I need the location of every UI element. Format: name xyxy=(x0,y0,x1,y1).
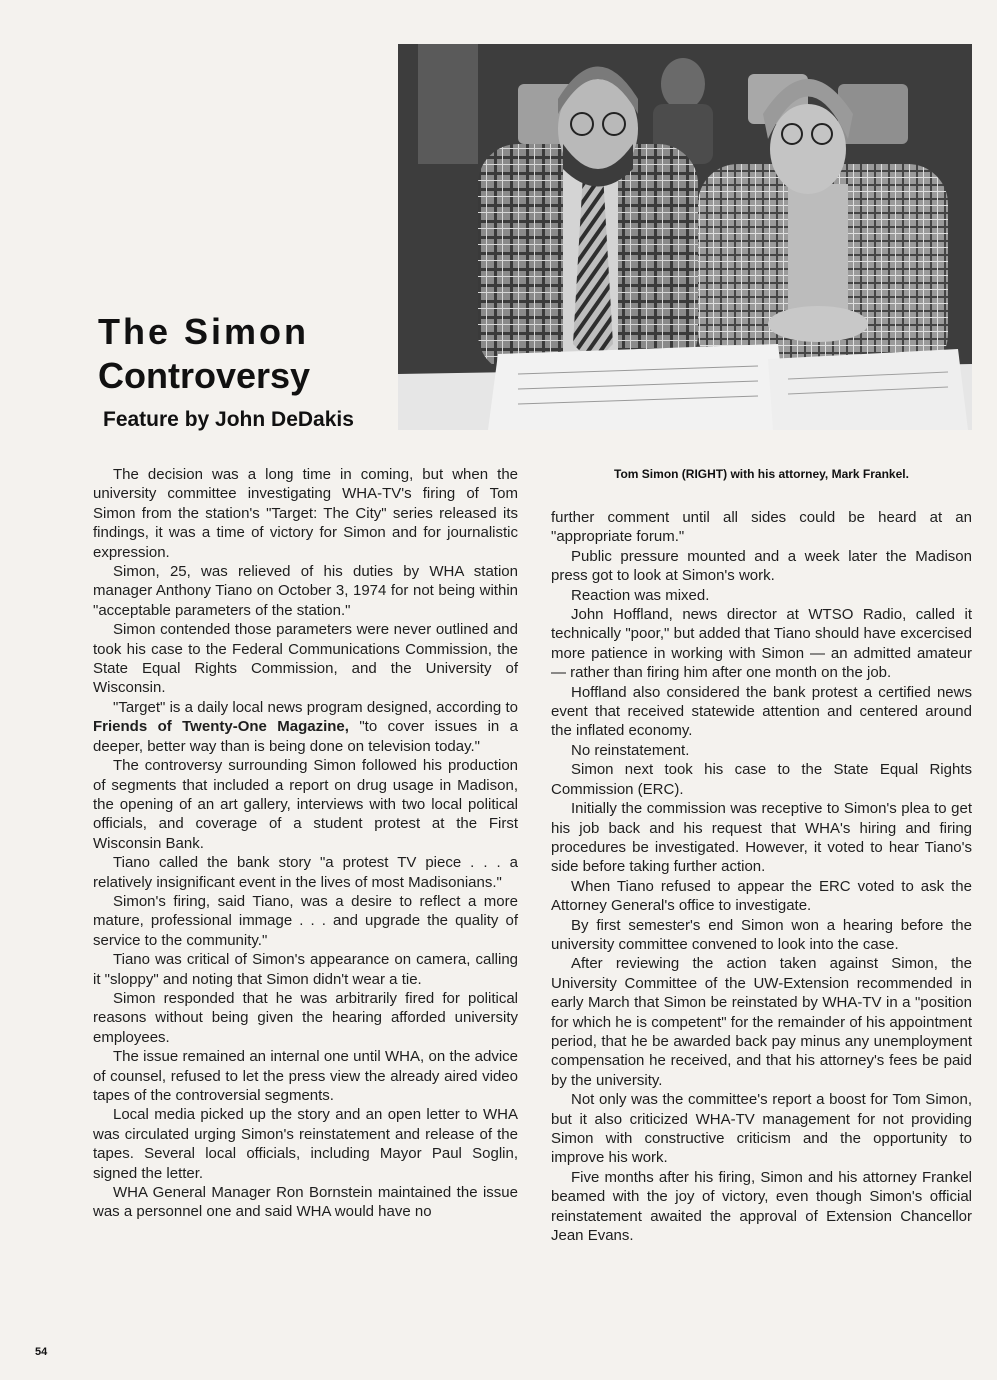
paragraph: The decision was a long time in coming, but when the university committee investigating WHA-TV's firing of Tom Simon from the station's "Target: The City" series released its findings, it was a time of victory for Simon and for journalistic expression. xyxy=(93,466,518,561)
paragraph: Not only was the committee's report a boost for Tom Simon, but it also criticized WHA-TV management for not providing Simon with constructive criticism and the opportunity to improve his work. xyxy=(551,1091,972,1167)
paragraph: Reaction was mixed. xyxy=(571,586,710,604)
paragraph: By first semester's end Simon won a hearing before the university committee convened to look into the case. xyxy=(551,916,972,953)
article-column-right xyxy=(551,508,972,1245)
paragraph: WHA General Manager Ron Bornstein maintained the issue was a personnel one and said WHA would have no xyxy=(93,1184,518,1221)
paragraph: Simon next took his case to the State Equal Rights Commission (ERC). xyxy=(551,761,972,798)
paragraph: Simon contended those parameters were never outlined and took his case to the Federal Communications Commission, the State Equal Rights Commission, and the University of Wisconsin. xyxy=(93,621,518,697)
paragraph-text: "Target" is a daily local news program designed, according to xyxy=(113,698,518,716)
photo-caption: Tom Simon (RIGHT) with his attorney, Mark Frankel. xyxy=(614,467,909,481)
paragraph: Simon's firing, said Tiano, was a desire to reflect a more mature, professional immage . . . and upgrade the quality of service to the community." xyxy=(93,892,518,949)
paragraph: After reviewing the action taken against Simon, the University Committee of the UW-Extension recommended in early March that Simon be reinstated by WHA-TV in a "position for which he is competent" for the remainder of his appointment period, that he be awarded back pay minus any unemployment compensation he received, and that his attorney's fees be paid by the university. xyxy=(551,955,972,1089)
paragraph: No reinstatement. xyxy=(571,741,690,759)
paragraph: The issue remained an internal one until WHA, on the advice of counsel, refused to let the press view the already aired video tapes of the controversial segments. xyxy=(93,1048,518,1104)
photo-illustration xyxy=(398,44,972,430)
paragraph: Simon responded that he was arbitrarily fired for political reasons without being given the hearing afforded university employees. xyxy=(93,989,518,1046)
paragraph: John Hoffland, news director at WTSO Radio, called it technically "poor," but added that Tiano should have excercised more patience in working with Simon — an admitted amateur — rather than firing him after one month on the job. xyxy=(551,606,972,682)
article-title xyxy=(98,310,310,398)
paragraph: Simon, 25, was relieved of his duties by WHA station manager Anthony Tiano on October 3, 1974 for not being within "acceptable parameters of the station." xyxy=(93,563,518,619)
paragraph: Tiano called the bank story "a protest TV piece . . . a relatively insignificant event in the lives of most Madisonians." xyxy=(93,854,518,891)
magazine-name: Friends of Twenty-One Magazine, xyxy=(93,718,349,736)
paragraph-text: "to cover issues in a deeper, better way than is being done on television today." xyxy=(93,718,519,755)
article-column-left xyxy=(93,465,518,1222)
paragraph: further comment until all sides could be heard at an "appropriate forum." xyxy=(551,509,972,546)
paragraph: Hoffland also considered the bank protest a certified news event that received statewide attention and centered around the inflated economy. xyxy=(551,683,972,740)
paragraph xyxy=(93,698,518,756)
paragraph: Local media picked up the story and an open letter to WHA was circulated urging Simon's reinstatement and release of the tapes. Several local officials, including Mayor Paul Soglin, signed the letter. xyxy=(93,1106,518,1182)
paragraph: Initially the commission was receptive to Simon's plea to get his job back and his request that WHA's hiring and firing procedures be investigated. However, it voted to hear Tiano's side before taking further action. xyxy=(551,800,972,876)
title-line-2: Controversy xyxy=(98,355,311,396)
paragraph: Public pressure mounted and a week later the Madison press got to look at Simon's work. xyxy=(551,547,972,585)
byline: Feature by John DeDakis xyxy=(103,408,354,431)
paragraph: Five months after his firing, Simon and his attorney Frankel beamed with the joy of victory, even though Simon's official reinstatement awaited the approval of Extension Chancellor Jean Evans. xyxy=(551,1168,972,1245)
paragraph: Tiano was critical of Simon's appearance on camera, calling it "sloppy" and noting that Simon didn't wear a tie. xyxy=(93,951,518,988)
article-photo xyxy=(398,44,972,430)
paragraph: When Tiano refused to appear the ERC voted to ask the Attorney General's office to investigate. xyxy=(551,877,972,915)
paragraph: The controversy surrounding Simon followed his production of segments that included a report on drug usage in Madison, the opening of an art gallery, interviews with two local political officials, and coverage of a student protest at the First Wisconsin Bank. xyxy=(93,757,518,852)
page-number: 54 xyxy=(35,1346,48,1358)
title-line-1: The Simon xyxy=(98,311,310,352)
